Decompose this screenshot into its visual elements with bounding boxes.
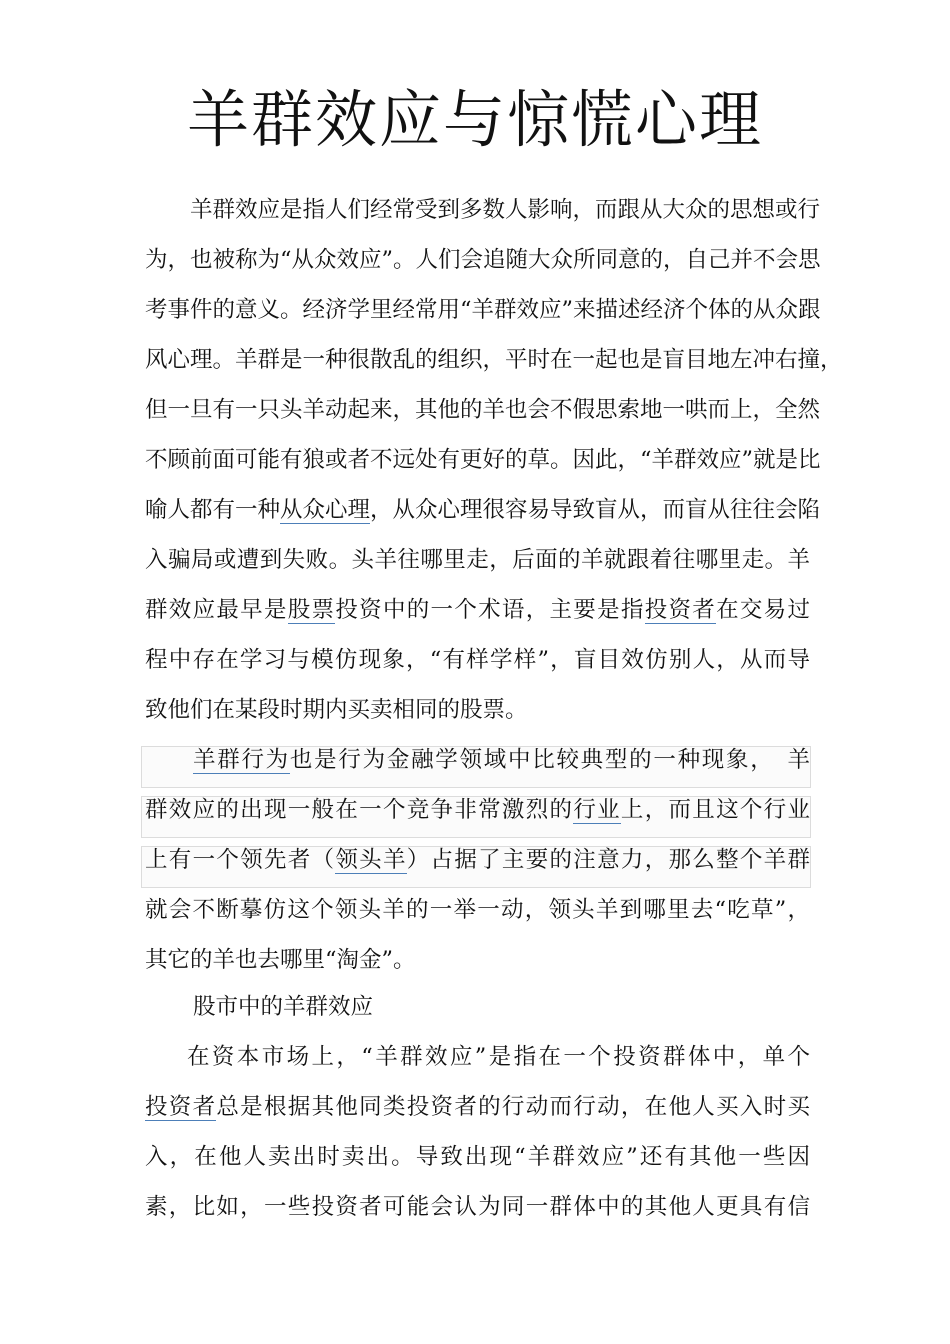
paragraph-2-line-4: 就会不断摹仿这个领头羊的一举一动，领头羊到哪里去“吃草”， <box>145 897 810 923</box>
paragraph-1-line-10: 程中存在学习与模仿现象，“有样学样”，盲目效仿别人，从而导 <box>145 647 810 673</box>
paragraph-3-line-2 <box>145 1087 810 1127</box>
paragraph-2-line-2 <box>145 790 810 830</box>
paragraph-2-line-3 <box>145 840 810 880</box>
paragraph-3-line-3: 入，在他人卖出时卖出。导致出现“羊群效应”还有其他一些因 <box>145 1144 810 1170</box>
paragraph-2-line-5: 其它的羊也去哪里“淘金”。 <box>145 947 416 973</box>
paragraph-1-line-5: 但一旦有一只头羊动起来，其他的羊也会不假思索地一哄而上，全然 <box>145 397 821 423</box>
link-touzizhe[interactable]: 投资者 <box>644 597 717 623</box>
paragraph-1-line-8: 入骗局或遭到失败。头羊往哪里走，后面的羊就跟着往哪里走。羊 <box>145 547 810 573</box>
text-run: 上有一个领先者（ <box>145 847 336 873</box>
paragraph-3-line-4: 素，比如，一些投资者可能会认为同一群体中的其他人更具有信 <box>145 1194 810 1220</box>
paragraph-1-line-7 <box>145 490 821 530</box>
text-run: ）占据了主要的注意力，那么整个羊群 <box>406 847 810 873</box>
link-touzizhe-2[interactable]: 投资者 <box>145 1094 217 1120</box>
text-run: 在交易过 <box>716 597 810 623</box>
text-run: 群效应最早是 <box>145 597 288 623</box>
paragraph-1-line-4: 风心理。羊群是一种很散乱的组织，平时在一起也是盲目地左冲右撞， <box>145 347 843 373</box>
text-run: 上，而且这个行业 <box>620 797 810 823</box>
text-run: 总是根据其他同类投资者的行动而行动，在他人买入时买 <box>216 1094 810 1120</box>
paragraph-3-line-1: 在资本市场上，“羊群效应”是指在一个投资群体中，单个 <box>187 1044 810 1070</box>
text-run: 投资中的一个术语，主要是指 <box>335 597 645 623</box>
paragraph-1-line-11: 致他们在某段时期内买卖相同的股票。 <box>145 697 528 723</box>
link-lingtouyang[interactable]: 领头羊 <box>335 847 407 873</box>
paragraph-1-line-2: 为，也被称为“从众效应”。人们会追随大众所同意的，自己并不会思 <box>145 247 821 273</box>
page-title: 羊群效应与惊慌心理 <box>186 83 763 156</box>
text-run: 群效应的出现一般在一个竞争非常激烈的 <box>145 797 574 823</box>
text-run: 喻人都有一种 <box>145 497 281 523</box>
paragraph-1-line-3: 考事件的意义。经济学里经常用“羊群效应”来描述经济个体的从众跟 <box>145 297 821 323</box>
link-hangye[interactable]: 行业 <box>573 797 621 823</box>
link-gupiao[interactable]: 股票 <box>287 597 336 623</box>
paragraph-1-line-9 <box>145 590 810 630</box>
text-run: ，从众心理很容易导致盲从，而盲从往往会陷 <box>370 497 821 523</box>
text-run: 也是行为金融学领域中比较典型的一种现象， 羊 <box>289 747 810 773</box>
paragraph-1-line-1: 羊群效应是指人们经常受到多数人影响，而跟从大众的思想或行 <box>190 197 821 223</box>
link-yangqun-xingwei[interactable]: 羊群行为 <box>193 747 290 773</box>
paragraph-1-line-6: 不顾前面可能有狼或者不远处有更好的草。因此，“羊群效应”就是比 <box>145 447 821 473</box>
paragraph-2-line-1 <box>193 740 810 780</box>
link-congzhong-xinli[interactable]: 从众心理 <box>280 497 371 523</box>
section-subheading: 股市中的羊群效应 <box>193 994 374 1020</box>
